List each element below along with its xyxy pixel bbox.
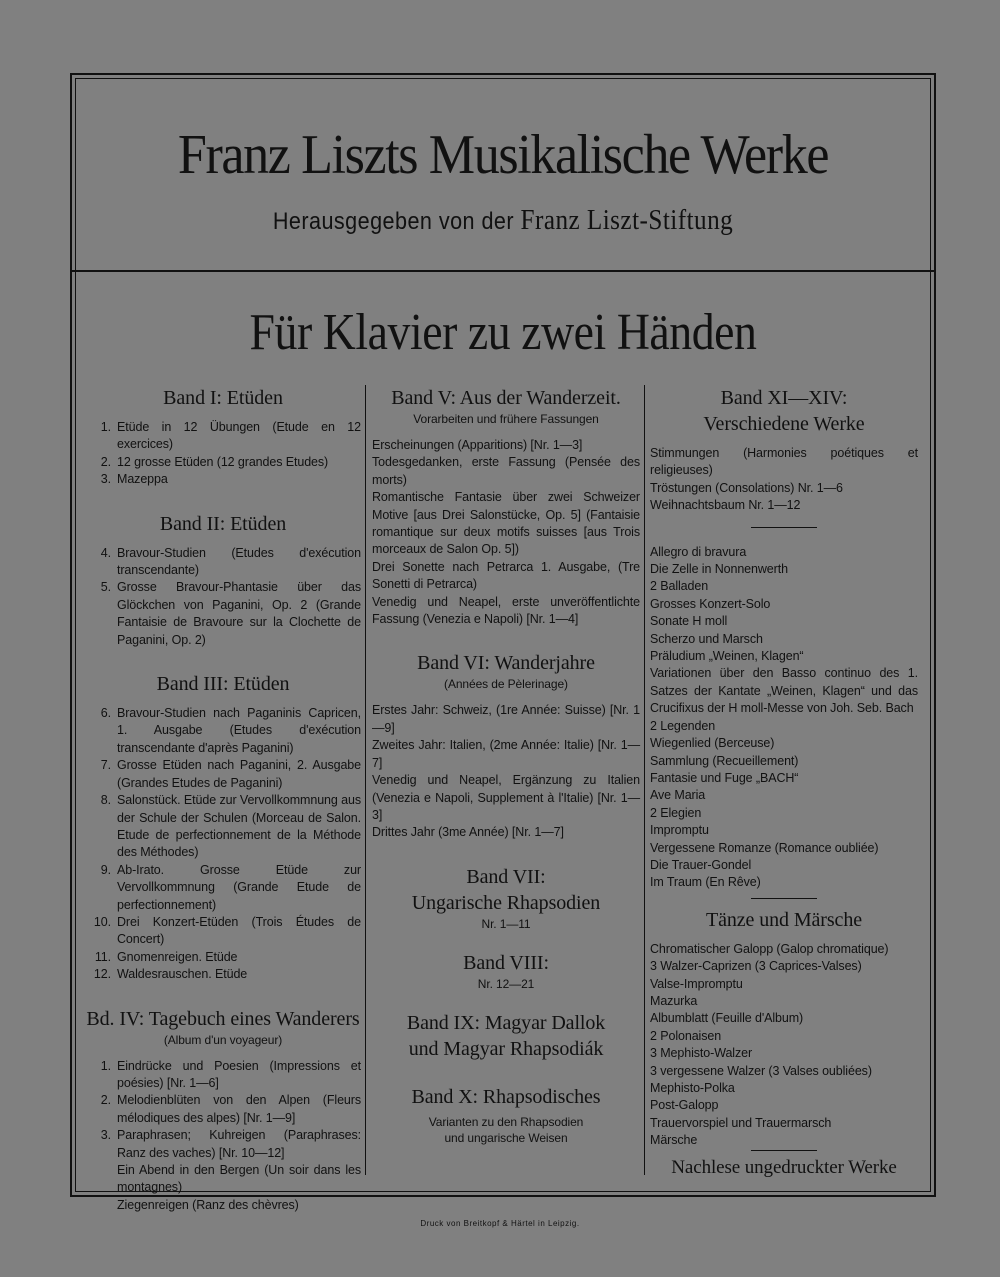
- item-number: 3.: [100, 472, 111, 487]
- item-text: Paraphrasen; Kuhreigen (Paraphrases: Ranz des vaches) [Nr. 10—12]: [117, 1128, 361, 1160]
- list-item: Märsche: [650, 1133, 698, 1148]
- list-item: Präludium „Weinen, Klagen“: [650, 649, 804, 664]
- list-item: [85, 862, 361, 914]
- list-item: Drei Sonette nach Petrarca 1. Ausgabe, (Tre Sonetti di Petrarca): [372, 559, 640, 592]
- main-title: Franz Liszts Musikalische Werke: [177, 124, 829, 186]
- band-11-list: [650, 445, 918, 515]
- subtitle-prefix: Herausgegeben von der: [272, 208, 515, 235]
- header-divider: [72, 270, 934, 272]
- band-9-title: Band IX: Magyar Dallok: [406, 1011, 606, 1034]
- final-title: Nachlese ungedruckter Werke: [671, 1156, 897, 1178]
- item-text: Mazeppa: [117, 472, 168, 487]
- list-item: Post-Galopp: [650, 1098, 719, 1113]
- item-number: [85, 1162, 117, 1197]
- subtitle-name: Franz Liszt-Stiftung: [520, 205, 734, 236]
- list-item: Allegro di bravura: [650, 544, 747, 559]
- band-2-list: [85, 545, 361, 649]
- column-divider-1: [365, 385, 366, 1175]
- band-5-subtitle: Vorarbeiten und frühere Fassungen: [413, 412, 599, 426]
- item-text: Ein Abend in den Bergen (Un soir dans les montagnes): [117, 1163, 361, 1195]
- list-item: 3 vergessene Walzer (3 Valses oubliées): [650, 1063, 872, 1078]
- band-7-title: Band VII:: [466, 865, 546, 888]
- list-item: Grosses Konzert-Solo: [650, 596, 771, 611]
- list-item: Erscheinungen (Apparitions) [Nr. 1—3]: [372, 438, 583, 452]
- band-6-title: Band VI: Wanderjahre: [417, 652, 595, 675]
- band-8-subtitle: Nr. 12—21: [477, 976, 535, 991]
- list-item: Venedig und Neapel, Ergänzung zu Italien (Venezia e Napoli, Supplement à l'Italie) [Nr. 1—3]: [372, 773, 640, 822]
- list-item: Die Zelle in Nonnenwerth: [650, 562, 788, 577]
- item-text: Gnomenreigen. Etüde: [117, 949, 238, 964]
- column-2: [372, 385, 640, 1146]
- band-4-list: [85, 1058, 361, 1215]
- item-text: 12 grosse Etüden (12 grandes Etudes): [117, 454, 329, 469]
- list-item: [85, 545, 361, 580]
- band-11-title-2: Verschiedene Werke: [703, 413, 865, 435]
- list-item: Zweites Jahr: Italien, (2me Année: Italie) [Nr. 1—7]: [372, 738, 640, 770]
- band-5-list: [372, 437, 640, 628]
- item-number: 3.: [100, 1128, 111, 1143]
- list-item: Mazurka: [650, 993, 698, 1008]
- item-number: 7.: [100, 758, 111, 773]
- dances-title: Tänze und Märsche: [705, 908, 862, 931]
- item-number: 2.: [100, 454, 111, 469]
- column-3: [650, 385, 918, 1181]
- item-text: Eindrücke und Poesien (Impressions et poésies) [Nr. 1—6]: [117, 1058, 361, 1090]
- list-item: [85, 705, 361, 757]
- band-2-title: Band II: Etüden: [159, 512, 287, 535]
- subtitle: [115, 205, 891, 237]
- list-item: Wiegenlied (Berceuse): [650, 736, 775, 751]
- list-item: [85, 1127, 361, 1162]
- list-item: [85, 914, 361, 949]
- item-text: Etüde in 12 Übungen (Etude en 12 exercices): [117, 420, 361, 452]
- band-9-title-2: und Magyar Rhapsodiák: [408, 1037, 604, 1060]
- item-number: [85, 1197, 117, 1214]
- item-number: 4.: [100, 545, 111, 560]
- band-3-title: Band III: Etüden: [156, 673, 290, 696]
- list-item: Mephisto-Polka: [650, 1081, 735, 1095]
- list-item: 2 Balladen: [650, 579, 709, 594]
- item-text: Bravour-Studien nach Paganinis Capricen, 1. Ausgabe (Etudes d'exécution transcendante d'après Paganini): [117, 706, 361, 755]
- band-6-list: [372, 702, 640, 841]
- list-item: 3 Walzer-Caprizen (3 Caprices-Valses): [650, 959, 862, 974]
- list-item: Trauervorspiel und Trauermarsch: [650, 1115, 832, 1130]
- list-item: [85, 1162, 361, 1197]
- list-item: Stimmungen (Harmonies poétiques et religieuses): [650, 446, 918, 478]
- list-item: Impromptu: [650, 823, 709, 838]
- list-item: [85, 757, 361, 792]
- item-number: 6.: [100, 706, 111, 721]
- band-10-subtitle-2: und ungarische Weisen: [444, 1130, 568, 1145]
- list-item: Romantische Fantasie über zwei Schweizer Motive [aus Drei Salonstücke, Op. 5] (Fantaisie romantique sur deux motifs suisses [aus Trois morceaux de Salon Op. 5]): [372, 490, 640, 557]
- list-item: Ave Maria: [650, 788, 706, 803]
- list-item: [85, 1197, 361, 1214]
- column-divider-2: [644, 385, 645, 1175]
- list-item: Drittes Jahr (3me Année) [Nr. 1—7]: [372, 825, 564, 840]
- band-3-list: [85, 705, 361, 984]
- item-text: Ab-Irato. Grosse Etüde zur Vervollkommnung (Grande Etude de perfectionnement): [117, 862, 361, 912]
- list-item: Die Trauer-Gondel: [650, 857, 752, 872]
- band-4-title: Bd. IV: Tagebuch eines Wanderers: [86, 1007, 360, 1030]
- list-item: [85, 579, 361, 649]
- list-item: [85, 966, 361, 983]
- band-4-subtitle: (Album d'un voyageur): [163, 1032, 283, 1047]
- item-text: Grosse Bravour-Phantasie über das Glöckchen von Paganini, Op. 2 (Grande Fantaisie de Bravoure sur la Clochette de Paganini, Op. 2): [117, 580, 361, 647]
- list-item: [85, 1058, 361, 1093]
- item-number: 9.: [100, 862, 111, 877]
- list-item: Albumblatt (Feuille d'Album): [650, 1011, 804, 1026]
- list-item: Scherzo und Marsch: [650, 631, 763, 646]
- item-number: 1.: [100, 420, 111, 434]
- list-item: Sammlung (Recueillement): [650, 753, 799, 768]
- band-1-list: [85, 419, 361, 489]
- list-item: Variationen über den Basso continuo des 1. Satzes der Kantate „Weinen, Klagen“ und das Crucifixus der H moll-Messe von Joh. Seb. Bach: [650, 666, 918, 716]
- item-number: 1.: [100, 1058, 111, 1073]
- list-item: [85, 1092, 361, 1127]
- misc-list: [650, 544, 918, 892]
- list-item: Sonate H moll: [650, 614, 728, 629]
- list-item: 2 Elegien: [650, 805, 702, 820]
- band-10-subtitle-1: Varianten zu den Rhapsodien: [428, 1114, 584, 1129]
- item-text: Bravour-Studien (Etudes d'exécution transcendante): [117, 545, 361, 578]
- list-item: Todesgedanken, erste Fassung (Pensée des morts): [372, 455, 640, 487]
- item-number: 8.: [100, 793, 111, 808]
- list-item: Erstes Jahr: Schweiz, (1re Année: Suisse) [Nr. 1—9]: [372, 703, 640, 735]
- separator-rule: [751, 898, 817, 899]
- band-5-title: Band V: Aus der Wanderzeit.: [391, 387, 621, 409]
- list-item: Im Traum (En Rêve): [650, 875, 761, 890]
- list-item: [85, 792, 361, 862]
- list-item: Weihnachtsbaum Nr. 1—12: [650, 498, 801, 513]
- list-item: Venedig und Neapel, erste unveröffentlichte Fassung (Venezia e Napoli) [Nr. 1—4]: [372, 594, 640, 627]
- item-text: Waldesrauschen. Etüde: [117, 967, 248, 982]
- band-1-title: Band I: Etüden: [163, 387, 283, 409]
- item-number: 12.: [93, 967, 111, 982]
- list-item: [85, 454, 361, 471]
- item-number: 5.: [100, 580, 111, 595]
- list-item: Fantasie und Fuge „BACH“: [650, 770, 799, 785]
- item-text: Drei Konzert-Etüden (Trois Études de Concert): [117, 914, 361, 947]
- item-number: 10.: [93, 914, 111, 929]
- printer-footer: Druck von Breitkopf & Härtel in Leipzig.: [420, 1219, 580, 1228]
- band-7-title-2: Ungarische Rhapsodien: [411, 891, 601, 914]
- dances-list: [650, 941, 918, 1150]
- item-number: 11.: [94, 949, 111, 964]
- item-text: Ziegenreigen (Ranz des chèvres): [117, 1197, 299, 1212]
- list-item: Tröstungen (Consolations) Nr. 1—6: [650, 480, 843, 495]
- list-item: [85, 471, 361, 488]
- separator-rule: [751, 527, 817, 528]
- item-text: Melodienblüten von den Alpen (Fleurs mélodiques des alpes) [Nr. 1—9]: [117, 1093, 361, 1125]
- item-number: 2.: [100, 1093, 111, 1108]
- item-text: Grosse Etüden nach Paganini, 2. Ausgabe (Grandes Etudes de Paganini): [117, 758, 361, 790]
- list-item: 2 Polonaisen: [650, 1028, 722, 1043]
- band-7-subtitle: Nr. 1—11: [481, 916, 531, 931]
- list-item: Vergessene Romanze (Romance oubliée): [650, 840, 879, 855]
- band-11-title: Band XI—XIV:: [720, 387, 848, 409]
- column-1: [85, 385, 361, 1214]
- list-item: 2 Legenden: [650, 718, 716, 733]
- list-item: Chromatischer Galopp (Galop chromatique): [650, 941, 889, 956]
- section-title: Für Klavier zu zwei Händen: [249, 304, 757, 361]
- page-frame: [70, 73, 936, 1212]
- separator-rule: [751, 1150, 817, 1151]
- list-item: [85, 419, 361, 454]
- list-item: 3 Mephisto-Walzer: [650, 1046, 753, 1061]
- item-text: Salonstück. Etüde zur Vervollkommnung aus der Schule der Schulen (Morceau de Salon. Etude de perfectionnement de la Méthode des Méthodes): [117, 793, 361, 860]
- band-8-title: Band VIII:: [463, 951, 549, 974]
- band-10-title: Band X: Rhapsodisches: [411, 1085, 601, 1108]
- list-item: Valse-Impromptu: [650, 976, 743, 991]
- list-item: [85, 949, 361, 966]
- band-6-subtitle: (Années de Pèlerinage): [444, 677, 568, 692]
